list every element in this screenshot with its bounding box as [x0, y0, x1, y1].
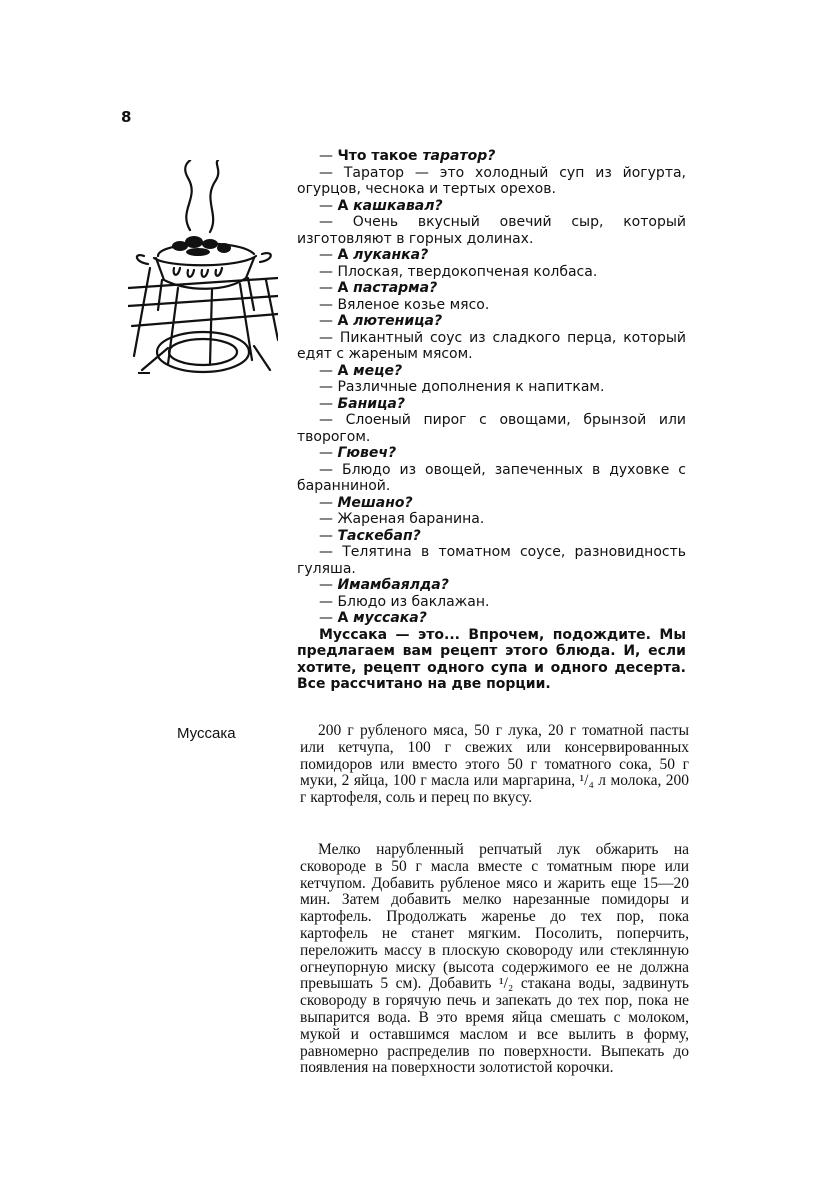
dialogue-question — [297, 280, 686, 297]
dialogue-answer — [297, 165, 686, 198]
dialogue-answer — [297, 462, 686, 495]
dialogue-dash: — — [319, 577, 338, 593]
dialogue-dash: — — [319, 214, 353, 230]
dialogue-term: Имамбаялда? — [337, 577, 449, 593]
dialogue-term: кашкавал? — [353, 197, 443, 214]
dialogue-term: муссака? — [353, 610, 427, 626]
dialogue-dash: — — [319, 395, 338, 412]
recipe-title: Муссака — [177, 725, 236, 742]
dialogue-answer — [297, 330, 686, 363]
dialogue-dash: — — [319, 280, 338, 296]
method-paragraph: Мелко нарубленный репчатый лук обжарить на сковороде в 50 г масла вместе с томатным пюре или кетчупом. Добавить рубленое мясо и жарить еще 15—20 мин. Затем добавить мелко нарезанные помидоры и картофель. Продолжать жаренье до тех пор, пока картофель не станет мягким. Посолить, поперчить, переложить массу в плоскую сковороду или стеклянную огнеупорную миску (высота содержимого ее не должна превышать 5 см). Добавить ¹/₂ стакана воды, задвинуть сковороду в горячую печь и запекать до тех пор, пока не выпарится вода. В это время яйца смешать с молоком, мукой и оставшимся маслом и все вылить в форму, равномерно распределив по поверхности. Выпекать до появления на поверхности золотистой корочки. — [300, 841, 689, 1077]
recipe-method — [300, 842, 689, 1077]
dialogue-dash: — — [319, 544, 343, 560]
dialogue-line-text: А — [337, 610, 354, 626]
dialogue-dash: — — [319, 511, 338, 527]
dialogue-question — [297, 148, 686, 165]
dialogue-question — [297, 610, 686, 627]
dialogue-dash: — — [319, 164, 344, 181]
dialogue-question — [297, 577, 686, 594]
dialogue-line-text: Жареная баранина. — [337, 511, 485, 527]
dialogue-term: меце? — [353, 362, 403, 379]
dialogue-line-text: А — [337, 313, 354, 329]
dialogue-question — [297, 445, 686, 462]
dialogue-dash: — — [319, 197, 338, 214]
dialogue-line-text: Пикантный соус из сладкого перца, который едят с жареным мясом. — [297, 329, 687, 362]
dialogue-dash: — — [319, 247, 338, 263]
dialogue-term: Мешано? — [337, 494, 413, 511]
dialogue-line-text: Слоеный пирог с овощами, брынзой или творогом. — [297, 412, 686, 445]
dialogue-line-text: Блюдо из баклажан. — [337, 593, 490, 610]
dialogue-term: Баница? — [337, 395, 405, 412]
dialogue-dash: — — [319, 412, 346, 428]
dialogue-line-text: Телятина в томатном соусе, разновидность гуляша. — [297, 544, 686, 577]
dialogue-line-text: А — [337, 280, 354, 296]
cooking-dish-illustration — [128, 160, 278, 385]
dialogue-term: луканка? — [353, 247, 429, 263]
dialogue-question — [297, 363, 686, 380]
dialogue-line-text: А — [337, 247, 354, 263]
dialogue-answer — [297, 544, 686, 577]
dialogue-answer — [297, 511, 686, 528]
dialogue-line-text: Различные дополнения к напиткам. — [337, 379, 605, 395]
dialogue-dash: — — [319, 610, 338, 626]
dialogue-line-text: Блюдо из овощей, запеченных в духовке с баранниной. — [297, 461, 686, 494]
dialogue-question — [297, 528, 686, 545]
dialogue-question — [297, 396, 686, 413]
page-number: 8 — [121, 108, 132, 126]
dialogue-question — [297, 495, 686, 512]
dialogue-dash: — — [319, 494, 338, 511]
dialogue-dash: — — [319, 313, 338, 329]
dialogue-answer — [297, 264, 686, 281]
dialogue-dash: — — [319, 461, 342, 478]
dialogue-dash: — — [319, 263, 338, 280]
dialogue-term: таратор? — [422, 148, 496, 164]
dialogue-answer — [297, 594, 686, 611]
dialogue-term: Таскебап? — [337, 527, 421, 544]
dialogue-line-text: Таратор — это холодный суп из йогурта, огурцов, чеснока и тертых орехов. — [297, 164, 686, 197]
dialogue-dash: — — [319, 296, 338, 313]
dialogue-question — [297, 198, 686, 215]
dialogue-dash: — — [319, 362, 338, 379]
dialogue-line-text: Очень вкусный овечий сыр, который изготовляют в горных долинах. — [297, 214, 687, 247]
dialogue-question — [297, 313, 686, 330]
dialogue-line-text: Плоская, твердокопченая колбаса. — [337, 263, 598, 280]
dialogue-line-text: Вяленое козье мясо. — [337, 296, 490, 313]
recipe-ingredients — [300, 723, 689, 807]
dialogue-dash: — — [319, 329, 340, 346]
dialogue-dash: — — [319, 379, 338, 395]
dialogue-term: лютеница? — [353, 313, 443, 329]
dialogue-answer — [297, 412, 686, 445]
dialogue-text — [297, 148, 686, 693]
dialogue-line-text: А — [337, 362, 354, 379]
closing-paragraph: Муссака — это... Впрочем, подождите. Мы предлагаем вам рецепт этого блюда. И, если хотите, рецепт одного супа и одного десерта. Все рассчитано на две порции. — [297, 626, 686, 692]
dialogue-question — [297, 247, 686, 264]
dialogue-dash: — — [319, 527, 338, 544]
dialogue-line-text: А — [337, 197, 354, 214]
dialogue-term: Гювеч? — [337, 445, 397, 461]
dialogue-dash: — — [319, 445, 338, 461]
ingredients-paragraph: 200 г рубленого мяса, 50 г лука, 20 г томатной пасты или кетчупа, 100 г свежих или консервированных помидоров или вместо этого 50 г томатного сока, 50 г муки, 2 яйца, 100 г масла или маргарина, ¹/₄ л молока, 200 г картофеля, соль и перец по вкусу. — [300, 722, 689, 807]
dialogue-dash: — — [319, 148, 338, 164]
dialogue-line-text: Что такое — [337, 148, 423, 164]
dialogue-answer — [297, 297, 686, 314]
dialogue-term: пастарма? — [353, 280, 438, 296]
dialogue-answer — [297, 379, 686, 396]
dialogue-answer — [297, 214, 686, 247]
dialogue-dash: — — [319, 593, 338, 610]
